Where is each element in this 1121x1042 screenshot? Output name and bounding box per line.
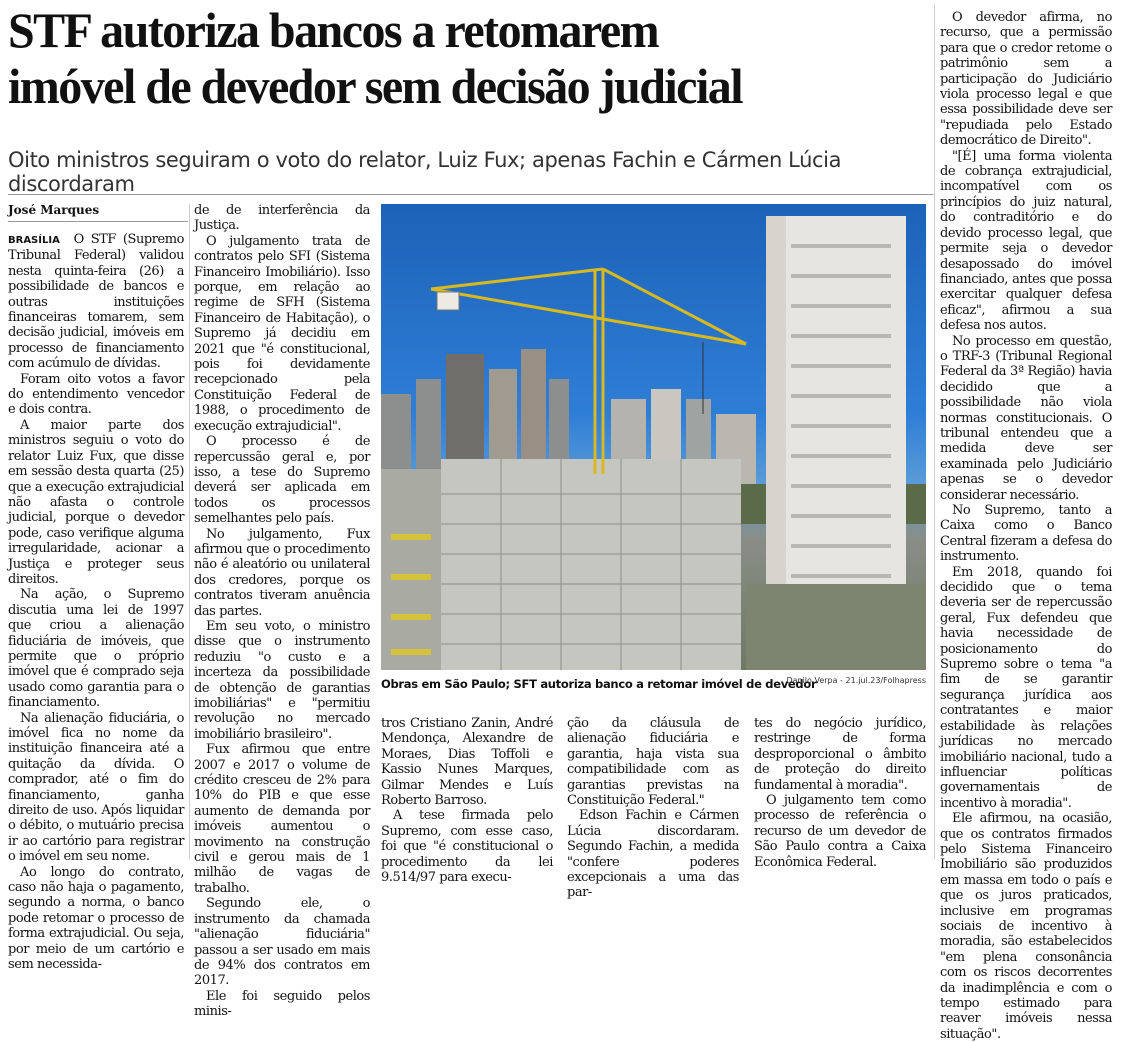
paragraph: Fux afirmou que entre 2007 e 2017 o volume de crédito cresceu de 2% para 10% do PIB e que esse aumento de demanda por imóveis aumentou o movimento na construção civil e gerou mais de 1 milhão de vagas de trabalho. xyxy=(194,742,370,896)
paragraph: Em 2018, quando foi decidido que o tema deveria ser de repercussão geral, Fux defendeu que havia necessidade de posicionamento do Supremo sobre o tema "a fim de se garantir segurança jurídica aos contratantes e maior estabilidade às relações jurídicas no mercado imobiliário nacional, tudo a influenciar políticas governamentais de incentivo à moradia". xyxy=(940,564,1112,811)
paragraph: O julgamento trata de contratos pelo SFI (Sistema Financeiro Imobiliário). Isso porque, em relação ao regime de SFH (Sistema Financeiro de Habitação), o Supremo já decidiu em 2021 que "é constitucional, pois foi devidamente recepcionado pela Constituição Federal de 1988, o procedimento de execução extrajudicial". xyxy=(194,233,370,434)
paragraph: No processo em questão, o TRF-3 (Tribunal Regional Federal da 3ª Região) havia decidido que a possibilidade não viola normas constitucionais. O tribunal entendeu que a medida deve ser examinada pelo Judiciário apenas se o devedor considerar necessário. xyxy=(940,333,1112,503)
paragraph: Segundo ele, o instrumento da chamada "alienação fiduciária" passou a ser usado em mais de 94% dos contratos em 2017. xyxy=(194,896,370,989)
paragraph: No julgamento, Fux afirmou que o procedimento não é aleatório ou unilateral dos credores, porque os contratos tiveram anuência das partes. xyxy=(194,526,370,619)
paragraph: Ele foi seguido pelos minis- xyxy=(194,988,370,1020)
photo-credit: Danilo Verpa - 21.jul.23/Folhapress xyxy=(786,676,926,685)
column-3 xyxy=(381,716,553,885)
photo-illustration xyxy=(381,204,926,670)
column-rule xyxy=(189,204,190,859)
paragraph: O processo é de repercussão geral e, por isso, a tese do Supremo deverá ser aplicada em todos os processos semelhantes pelo país. xyxy=(194,434,370,527)
paragraph: Na alienação fiduciária, o imóvel fica no nome da instituição financeira até a quitação da dívida. O comprador, até o fim do financiamento, ganha direito de uso. Após liquidar o débito, o mutuário precisa ir ao cartório para registrar o imóvel em seu nome. xyxy=(8,710,184,865)
paragraph: "[É] uma forma violenta de cobrança extrajudicial, incompatível com os princípios do juiz natural, do contraditório e do devido processo legal, que permite seja o devedor desapossado do imóvel financiado, antes que possa exercitar qualquer defesa eficaz", afirmou a sua defesa nos autos. xyxy=(940,148,1112,334)
paragraph: Na ação, o Supremo discutia uma lei de 1997 que criou a alienação fiduciária de imóveis, que permite que o próprio imóvel que é comprado seja usado como garantia para o financiamento. xyxy=(8,587,184,711)
column-6 xyxy=(940,10,1112,1042)
photo-caption-block xyxy=(381,673,926,692)
headline-line-1: STF autoriza bancos a retomarem xyxy=(8,2,659,58)
column-5 xyxy=(754,716,926,870)
paragraph: de de interferência da Justiça. xyxy=(194,203,370,234)
column-rule xyxy=(934,4,935,859)
headline xyxy=(8,2,896,114)
photo-caption: Obras em São Paulo; SFT autoriza banco a retomar imóvel de devedor xyxy=(381,677,817,691)
paragraph: O julgamento tem como processo de referência o recurso de um devedor de São Paulo contra a Caixa Econômica Federal. xyxy=(754,793,926,870)
paragraph: No Supremo, tanto a Caixa como o Banco Central fizeram a defesa do instrumento. xyxy=(940,503,1112,565)
byline-divider xyxy=(8,221,188,222)
paragraph: Edson Fachin e Cármen Lúcia discordaram. Segundo Fachin, a medida "confere poderes excepcionais a uma das par- xyxy=(567,808,739,901)
column-4 xyxy=(567,716,739,901)
paragraph xyxy=(8,232,184,372)
paragraph: O devedor afirma, no recurso, que a permissão para que o credor retome o patrimônio sem a participação do Judiciário viola processo legal e que essa possibilidade deve ser "repudiada pelo Estado democrático de Direito". xyxy=(940,10,1112,149)
paragraph: ção da cláusula de alienação fiduciária e garantia, haja vista sua compatibilidade com as garantias previstas na Constituição Federal." xyxy=(567,716,739,809)
paragraph-text: O STF (Supremo Tribunal Federal) validou nesta quinta-feira (26) a possibilidade de bancos e outras instituições financeiras tomarem, sem decisão judicial, imóveis em processo de financiamento com acúmulo de dívidas. xyxy=(8,232,184,372)
column-2 xyxy=(194,203,370,1020)
paragraph: A maior parte dos ministros seguiu o voto do relator Luiz Fux, que disse em sessão desta quarta (25) que a execução extrajudicial não afasta o controle judicial, porque o devedor pode, caso verifique alguma irregularidade, acionar a Justiça e proteger seus direitos. xyxy=(8,417,184,587)
dateline: BRASÍLIA xyxy=(8,235,60,246)
paragraph: A tese firmada pelo Supremo, com esse caso, foi que "é constitucional o procedimento da lei 9.514/97 para execu- xyxy=(381,808,553,886)
paragraph: tes do negócio jurídico, restringe de forma desproporcional o âmbito de proteção do direito fundamental à moradia". xyxy=(754,716,926,793)
paragraph: Ao longo do contrato, caso não haja o pagamento, segundo a norma, o banco pode retomar o processo de forma extrajudicial. Ou seja, por meio de um cartório e sem necessida- xyxy=(8,864,184,973)
subheadline: Oito ministros seguiram o voto do relator, Luiz Fux; apenas Fachin e Cármen Lúcia discordaram xyxy=(8,148,842,196)
construction-photo xyxy=(381,204,926,670)
headline-line-2: imóvel de devedor sem decisão judicial xyxy=(8,58,743,114)
byline: José Marques xyxy=(8,203,100,217)
paragraph: Ele afirmou, na ocasião, que os contratos firmados pelo Sistema Financeiro Imobiliário são produzidos em massa em todo o país e que os juros praticados, inclusive em programas sociais de incentivo à moradia, são estabelecidos "em plena consonância com os riscos decorrentes da inadimplência e com o tempo estimado para reaver imóveis nessa situação". xyxy=(940,811,1112,1042)
divider xyxy=(8,194,933,195)
paragraph: Foram oito votos a favor do entendimento vencedor e dois contra. xyxy=(8,371,184,418)
column-1 xyxy=(8,232,184,973)
paragraph: Em seu voto, o ministro disse que o instrumento reduziu "o custo e a incerteza da possibilidade de obtenção de garantias imobiliárias" e "permitiu revolução no mercado imobiliário brasileiro". xyxy=(194,618,370,742)
paragraph: tros Cristiano Zanin, André Mendonça, Alexandre de Moraes, Dias Toffoli e Kassio Nunes Marques, Gilmar Mendes e Luís Roberto Barroso. xyxy=(381,716,553,809)
